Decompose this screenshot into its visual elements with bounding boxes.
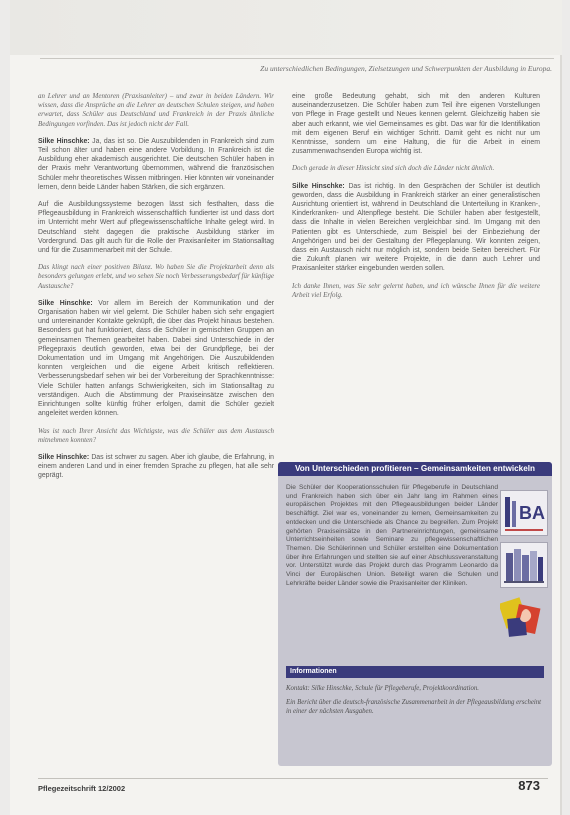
answer-text: Das ist schwer zu sagen. Aber ich glaube, die Erfahrung, in einem anderen Land und in einer fremden Sprache zu pflegen, hat alle sehr geprägt. [38, 453, 275, 480]
magazine-page [10, 0, 562, 815]
svg-text:BA: BA [519, 503, 545, 523]
header-divider [40, 58, 554, 59]
speaker-label: Silke Hinschke: [38, 137, 90, 145]
intro-question: Was ist nach Ihrer Ansicht das Wichtigste, was die Schüler aus dem Austausch mitnehmen konnten? [38, 426, 274, 444]
photo-caption: Zu unterschiedlichen Bedingungen, Zielsetzungen und Schwerpunkten der Ausbildung in Europa. [260, 64, 552, 73]
footer-divider [38, 778, 548, 779]
intro-question: an Lehrer und an Mentoren (Praxisanleiter) – und zwar in beiden Ländern. Wir wissen, dass die Ansprüche an die Lehrer an deutschen Schulen steigen, und haben erwartet, dass Schüler aus Deutschland und Frankreich in der Praxis ähnliche Bedingungen vorfinden. Das ist jedoch nicht der Fall. [38, 92, 274, 128]
speaker-label: Silke Hinschke: [38, 453, 90, 461]
books-graphic-icon [500, 542, 548, 588]
journal-issue: Pflegezeitschrift 12/2002 [38, 784, 126, 793]
left-column [38, 92, 274, 489]
answer-text: Ja, das ist so. Die Auszubildenden in Frankreich sind zum Teil schon älter und haben eine andere Vorbildung. In Frankreich ist die Ausbildung eher akademisch ausgerichtet. Die deutschen Schüler haben in der Praxis mehr Verantwortung übernommen, während die französischen Schüler mehr theoretisches Wissen mitbringen. Hier könnten wir voneinander lernen, denn beide Länder haben Stärken, die sich ergänzen. [38, 137, 274, 191]
answer-paragraph [38, 299, 274, 419]
answer-paragraph: Auf die Ausbildungssysteme bezogen lässt sich festhalten, dass die Pflegeausbildung in Frankreich wissenschaftlich fundierter ist und dass dort im Unterricht mehr Wert auf pflegewissenschaftliche Inhalte gelegt wird. In Deutschland steht dagegen die praktische Ausbildung stärker im Vordergrund. Das gilt auch für die Rolle der Praxisanleiter im Stationsalltag und für die Zusammenarbeit mit der Schule. [38, 201, 274, 255]
sidebar-body-text: Die Schüler der Kooperationsschulen für Pflegeberufe in Deutschland und Frankreich haben sich über ein Jahr lang im Rahmen eines europäischen Projektes mit den Pflegeausbildungen beider Länder beschäftigt. Ziel war es, voneinander zu lernen, Gemeinsamkeiten zu entdecken und die Unterschiede als Chance zu begreifen. Zum Projekt gehörten Praxiseinsätze in den Partnereinrichtungen, gemeinsame Unterrichtseinheiten sowie Seminare zu pflegewissenschaftlichen Themen. Die Schülerinnen und Schüler erstellten eine Dokumentation über ihre Erfahrungen und stellten sie auf einer Abschlussveranstaltung vor. Unterstützt wurde das Projekt durch das Programm Leonardo da Vinci der Europäischen Union. Beteiligt waren die Schulen und Lehrkräfte beider Länder sowie die Praxisanleiter der Kliniken. [286, 484, 498, 587]
info-sidebar-box [278, 462, 552, 766]
speaker-label: Silke Hinschke: [292, 182, 345, 190]
info-body [286, 684, 544, 721]
page-number: 873 [518, 778, 540, 793]
colored-hands-icon [500, 592, 546, 640]
right-column [292, 92, 540, 308]
intro-question: Das klingt nach einer positiven Bilanz. Wo haben Sie die Projektarbeit denn als besonders gelungen erlebt, und wo sehen Sie noch Verbesserungsbedarf für künftige Austausche? [38, 263, 274, 290]
intro-question: Doch gerade in dieser Hinsicht sind sich doch die Länder nicht ähnlich. [292, 164, 495, 173]
header-strip [10, 0, 562, 55]
ba-logo-icon [500, 490, 548, 536]
answer-paragraph [38, 453, 274, 481]
speaker-label: Silke Hinschke: [38, 299, 93, 307]
answer-paragraph [38, 137, 274, 192]
intro-question: Ich danke Ihnen, was Sie sehr gelernt haben, und ich wünsche Ihnen für die weitere Arbeit viel Erfolg. [292, 281, 540, 299]
info-line: Ein Bericht über die deutsch-französische Zusammenarbeit in der Pflegeausbildung erscheint in einer der nächsten Ausgaben. [286, 699, 542, 715]
answer-text: Das ist richtig. In den Gesprächen der Schüler ist deutlich geworden, dass die Ausbildung in Frankreich stärker an einer generalistischen Ausrichtung orientiert ist, während in Deutschland die Unterteilung in Kranken-, Kinderkranken- und Altenpflege besteht. Die Schüler haben aber festgestellt, dass die Inhalte in vielen Bereichen vergleichbar sind. Im Umgang mit den Patienten gibt es Unterschiede, zum Beispiel bei der Einbeziehung der Angehörigen und bei der Gestaltung der Pflegeplanung. Wir konnten zeigen, dass ein Austausch nicht nur möglich ist, sondern beide Seiten bereichert. Für die Zukunft planen wir weitere Projekte, in die dann auch Lehrer und Praxisanleiter stärker eingebunden werden sollen. [292, 182, 541, 273]
sidebar-title: Von Unterschieden profitieren – Gemeinsamkeiten entwickeln [278, 462, 552, 476]
info-line: Kontakt: Silke Hinschke, Schule für Pflegeberufe, Projektkoordination. [286, 685, 479, 692]
answer-paragraph [292, 182, 540, 274]
answer-text: Vor allem im Bereich der Kommunikation und der Organisation haben wir viel gelernt. Die Schüler haben sich sehr engagiert und untereinander Kontakte geknüpft, die über das Projekt hinaus bestehen. Besonders gut hat funktioniert, dass die Schüler in gemischten Gruppen an gemeinsamen Themen gearbeitet haben. Dabei sind Unterschiede in der Pflegepraxis deutlich geworden, etwa bei der Grundpflege, bei der Dokumentation und im Umgang mit Angehörigen. Die Auszubildenden konnten vergleichen und die eigene Arbeit kritisch reflektieren. Verbesserungsbedarf sehen wir bei der Vorbereitung der Sprachkenntnisse: Viele Schüler hatten anfangs Schwierigkeiten, sich im Stationsalltag zu verständigen. Auch die Abstimmung der Praxiseinsätze zwischen den Einrichtungen sollte künftig früher erfolgen, damit die Schüler gezielt angeleitet werden können. [38, 299, 275, 418]
answer-paragraph: eine große Bedeutung gehabt, sich mit den anderen Kulturen auseinanderzusetzen. Die Schüler haben zum Teil ihre eigenen Vorstellungen von Pflege in Frage gestellt und Neues kennen gelernt. Gleichzeitig haben sie aber auch erkannt, wie viel Gemeinsames es gibt. Das war für die Identifikation mit dem eigenen Beruf ein wichtiger Schritt. Damit geht es nicht nur um Kenntnisse, sondern um eine Haltung, die für die Arbeit in einem zusammenwachsenden Europa wichtig ist. [292, 93, 540, 156]
info-heading: Informationen [286, 666, 544, 678]
